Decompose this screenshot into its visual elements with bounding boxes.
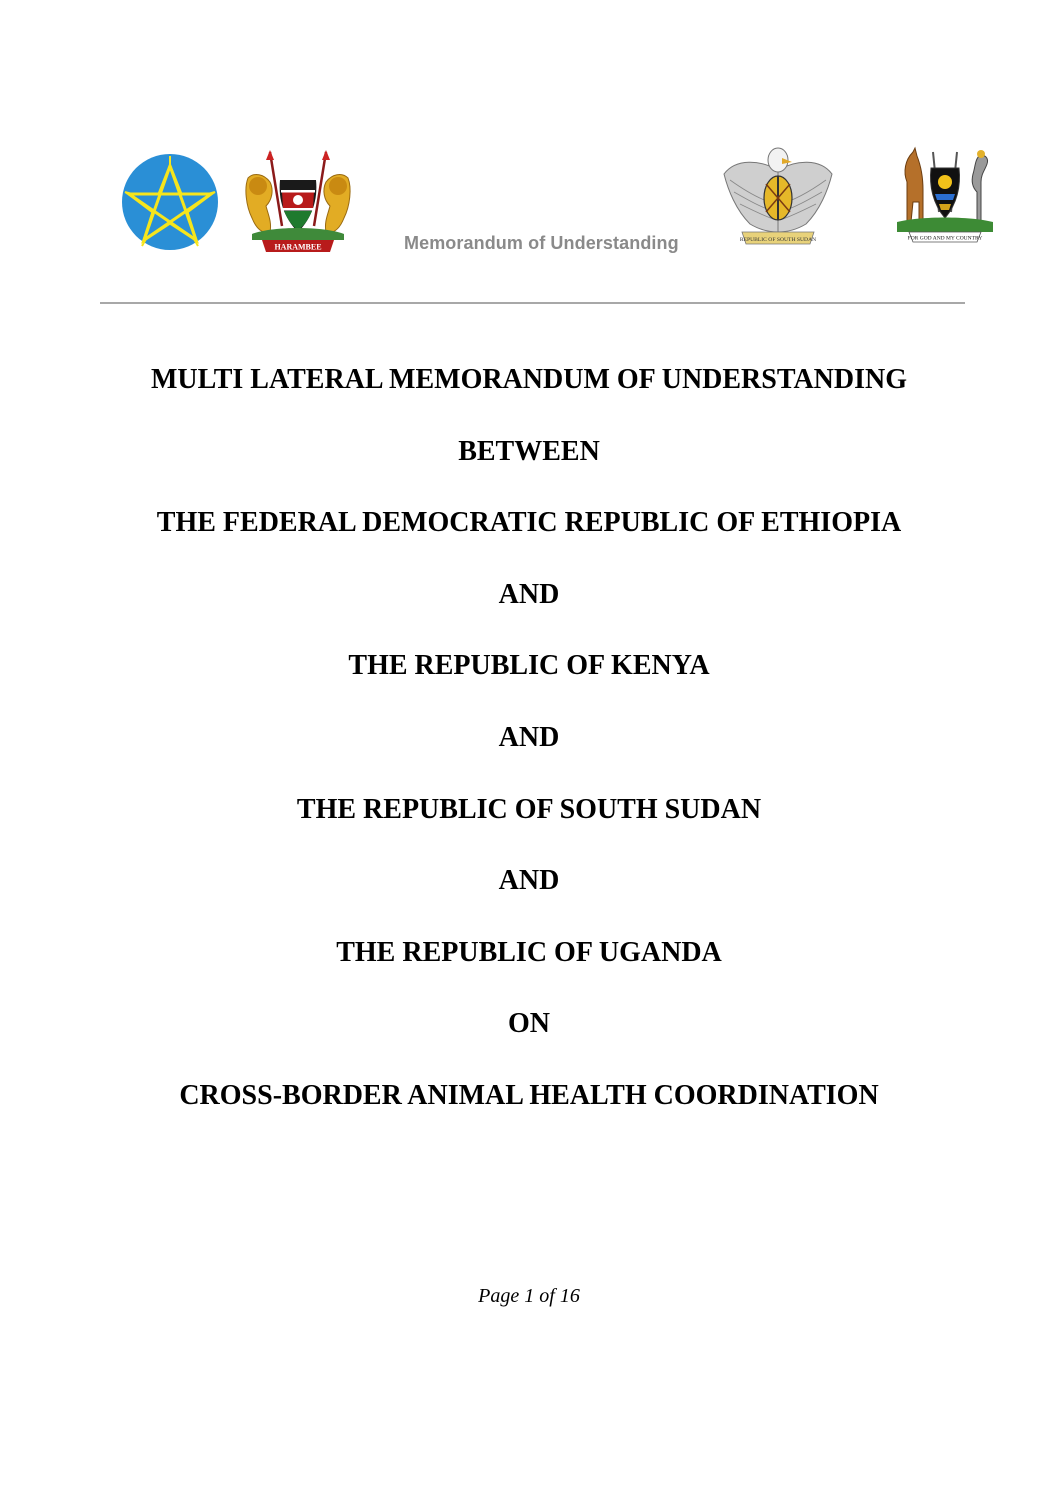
title-line: THE REPUBLIC OF UGANDA xyxy=(336,936,722,968)
document-header-label: Memorandum of Understanding xyxy=(404,233,679,253)
title-line: THE REPUBLIC OF SOUTH SUDAN xyxy=(296,793,762,825)
svg-text:REPUBLIC OF SOUTH SUDAN: REPUBLIC OF SOUTH SUDAN xyxy=(739,237,817,243)
ethiopia-emblem xyxy=(120,152,220,252)
kenya-coat-of-arms xyxy=(242,148,354,258)
uganda-coat-of-arms xyxy=(893,142,997,250)
header-divider xyxy=(100,302,965,304)
title-line: THE REPUBLIC OF KENYA xyxy=(348,650,710,682)
title-line: ON xyxy=(508,1008,550,1040)
svg-text:FOR GOD AND MY COUNTRY: FOR GOD AND MY COUNTRY xyxy=(907,235,983,242)
south-sudan-coat-of-arms xyxy=(720,140,836,252)
title-line: AND xyxy=(498,721,560,753)
title-line: THE FEDERAL DEMOCRATIC REPUBLIC OF ETHIOPIA xyxy=(156,507,902,539)
title-line: MULTI LATERAL MEMORANDUM OF UNDERSTANDING xyxy=(150,364,908,395)
document-title xyxy=(0,362,1058,1150)
svg-text:HARAMBEE: HARAMBEE xyxy=(274,242,322,252)
page-number: Page 1 of 16 xyxy=(478,1285,580,1307)
title-line: AND xyxy=(498,865,560,897)
title-line: BETWEEN xyxy=(458,435,600,467)
title-line: CROSS-BORDER ANIMAL HEALTH COORDINATION xyxy=(179,1079,879,1111)
title-line: AND xyxy=(498,578,560,610)
